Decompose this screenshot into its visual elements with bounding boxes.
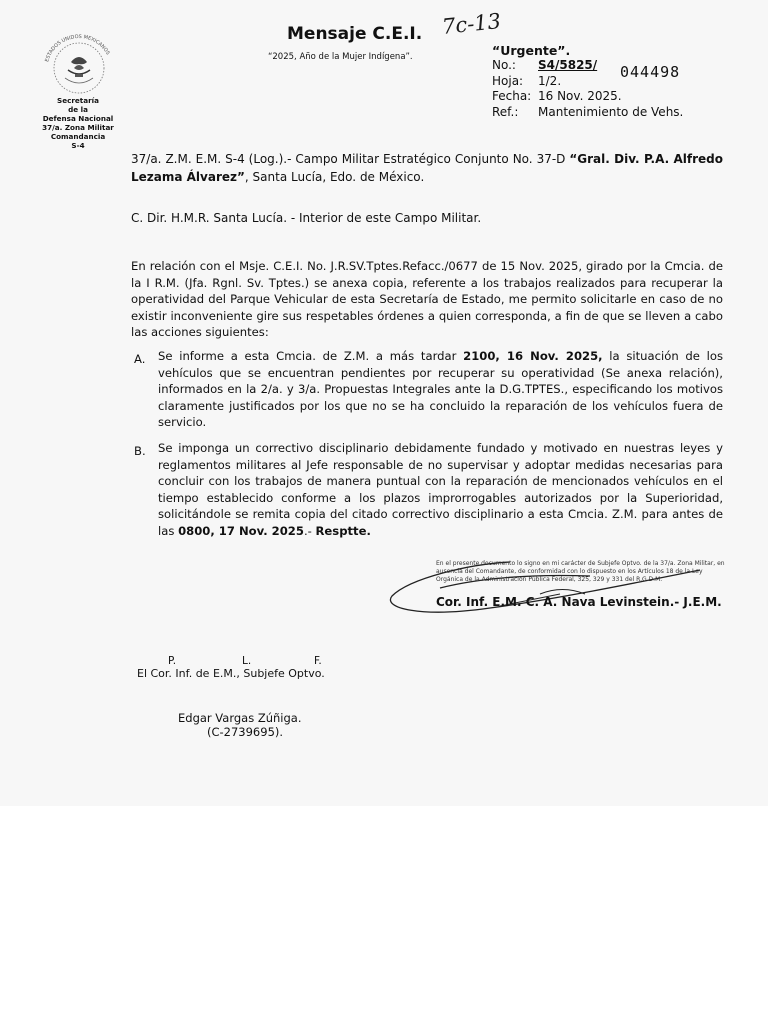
plf-f: F. [314, 655, 322, 667]
plf-role: El Cor. Inf. de E.M., Subjefe Optvo. [137, 667, 325, 680]
reference-label: Ref.: [492, 104, 519, 119]
issuer-block [26, 96, 130, 150]
body-paragraph: En relación con el Msje. C.E.I. No. J.R.SV.Tptes.Refacc./0677 de 15 Nov. 2025, girado por la Cmcia. de la I R.M. (Jfa. Rgnl. Sv. Tptes.) se anexa copia, referente a los trabajos realizados para recuperar la operatividad del Parque Vehicular de esta Secretaría de Estado, me permito solicitarle en caso de no existir inconveniente gire sus respetables órdenes a quien corresponda, a fin de que se lleven a cabo las acciones siguientes: [131, 259, 723, 339]
urgency-label: “Urgente”. [492, 43, 571, 58]
issuer-line: Defensa Nacional [42, 114, 114, 123]
issuer-line: Secretaría [57, 96, 99, 105]
plf-p: P. [168, 655, 177, 667]
author-name: Edgar Vargas Zúñiga. [178, 711, 302, 725]
plf-l: L. [242, 655, 252, 667]
sender-suffix: , Santa Lucía, Edo. de México. [244, 169, 425, 184]
issuer-line: de la [68, 105, 88, 114]
item-text: Se informe a esta Cmcia. de Z.M. a más tardar [158, 349, 464, 363]
action-item [158, 440, 723, 539]
scan-background [0, 806, 768, 1024]
action-item [158, 348, 723, 431]
sheet-value: 1/2. [538, 73, 562, 88]
stamped-number: 044498 [620, 63, 681, 81]
seal-text: ESTADOS UNIDOS MEXICANOS [44, 33, 111, 63]
date-label: Fecha: [492, 89, 532, 104]
sender-prefix: 37/a. Z.M. E.M. S-4 (Log.).- Campo Militar Estratégico Conjunto No. 37-D [131, 152, 570, 166]
reference-row [492, 105, 683, 120]
author-id: (C-2739695). [207, 725, 284, 739]
item-text: .- [303, 523, 316, 538]
item-letter: B. [134, 444, 146, 458]
date-value: 16 Nov. 2025. [538, 89, 622, 104]
signer-name: Cor. Inf. E.M. C. A. Nava Levinstein.- J.E.M. [436, 595, 722, 609]
number-label: No.: [492, 58, 516, 73]
issuer-line: S-4 [71, 141, 85, 150]
camp-name: “Gral. Div. P.A. Alfredo Lezama Álvarez” [131, 152, 723, 184]
sheet-label: Hoja: [492, 73, 524, 88]
issuer-line: 37/a. Zona Militar [42, 123, 114, 132]
item-deadline: 0800, 17 Nov. 2025 [178, 523, 304, 538]
issuer-line: Comandancia [50, 132, 106, 141]
item-text: la situación de los vehículos que se encuentran pendientes por recuperar su operatividad (Se anexa relación), informados en la 2/a. y 3/a. Propuestas Integrales ante la D.G.TPTES., especificando los motivos claramente justificados por los que no se ha concluido la reparación de los vehículos fuera de servicio. [158, 349, 723, 429]
addressee-line: C. Dir. H.M.R. Santa Lucía. - Interior de este Campo Militar. [131, 211, 482, 225]
closing-word: Resptte. [315, 523, 371, 538]
message-number: S4/5825/ [538, 58, 598, 73]
item-deadline: 2100, 16 Nov. 2025, [463, 349, 603, 363]
date-row [492, 89, 683, 104]
item-letter: A. [134, 352, 146, 366]
message-header [492, 43, 683, 120]
item-text: Se imponga un correctivo disciplinario debidamente fundado y motivado en nuestras leyes y reglamentos militares al Jefe responsable de no supervisar y adoptar medidas necesarias para concluir con los trabajos de manera puntual con la reparación de mencionados vehículos en el tiempo establecido conforme a los plazos improrrogables autorizados por la Superioridad, solicitándole se remita copia del citado correctivo disciplinario a esta Cmcia. Z.M. para antes de las [158, 441, 723, 538]
national-seal-icon [38, 30, 120, 94]
reference-value: Mantenimiento de Vehs. [538, 104, 684, 119]
legal-signature-note: En el presente documento lo signo en mi carácter de Subjefe Optvo. de la 37/a. Zona Militar, en ausencia del Comandante, de conformidad con lo dispuesto en los Artículos 18 de la Ley Orgánica de la Administración Pública Federal, 325, 329 y 331 del R.G.D.M. [436, 560, 725, 583]
sender-line [131, 151, 723, 186]
handwritten-note: 7c-13 [440, 8, 503, 40]
document-title: Mensaje C.E.I. [287, 24, 423, 44]
year-motto: “2025, Año de la Mujer Indígena”. [268, 52, 413, 62]
